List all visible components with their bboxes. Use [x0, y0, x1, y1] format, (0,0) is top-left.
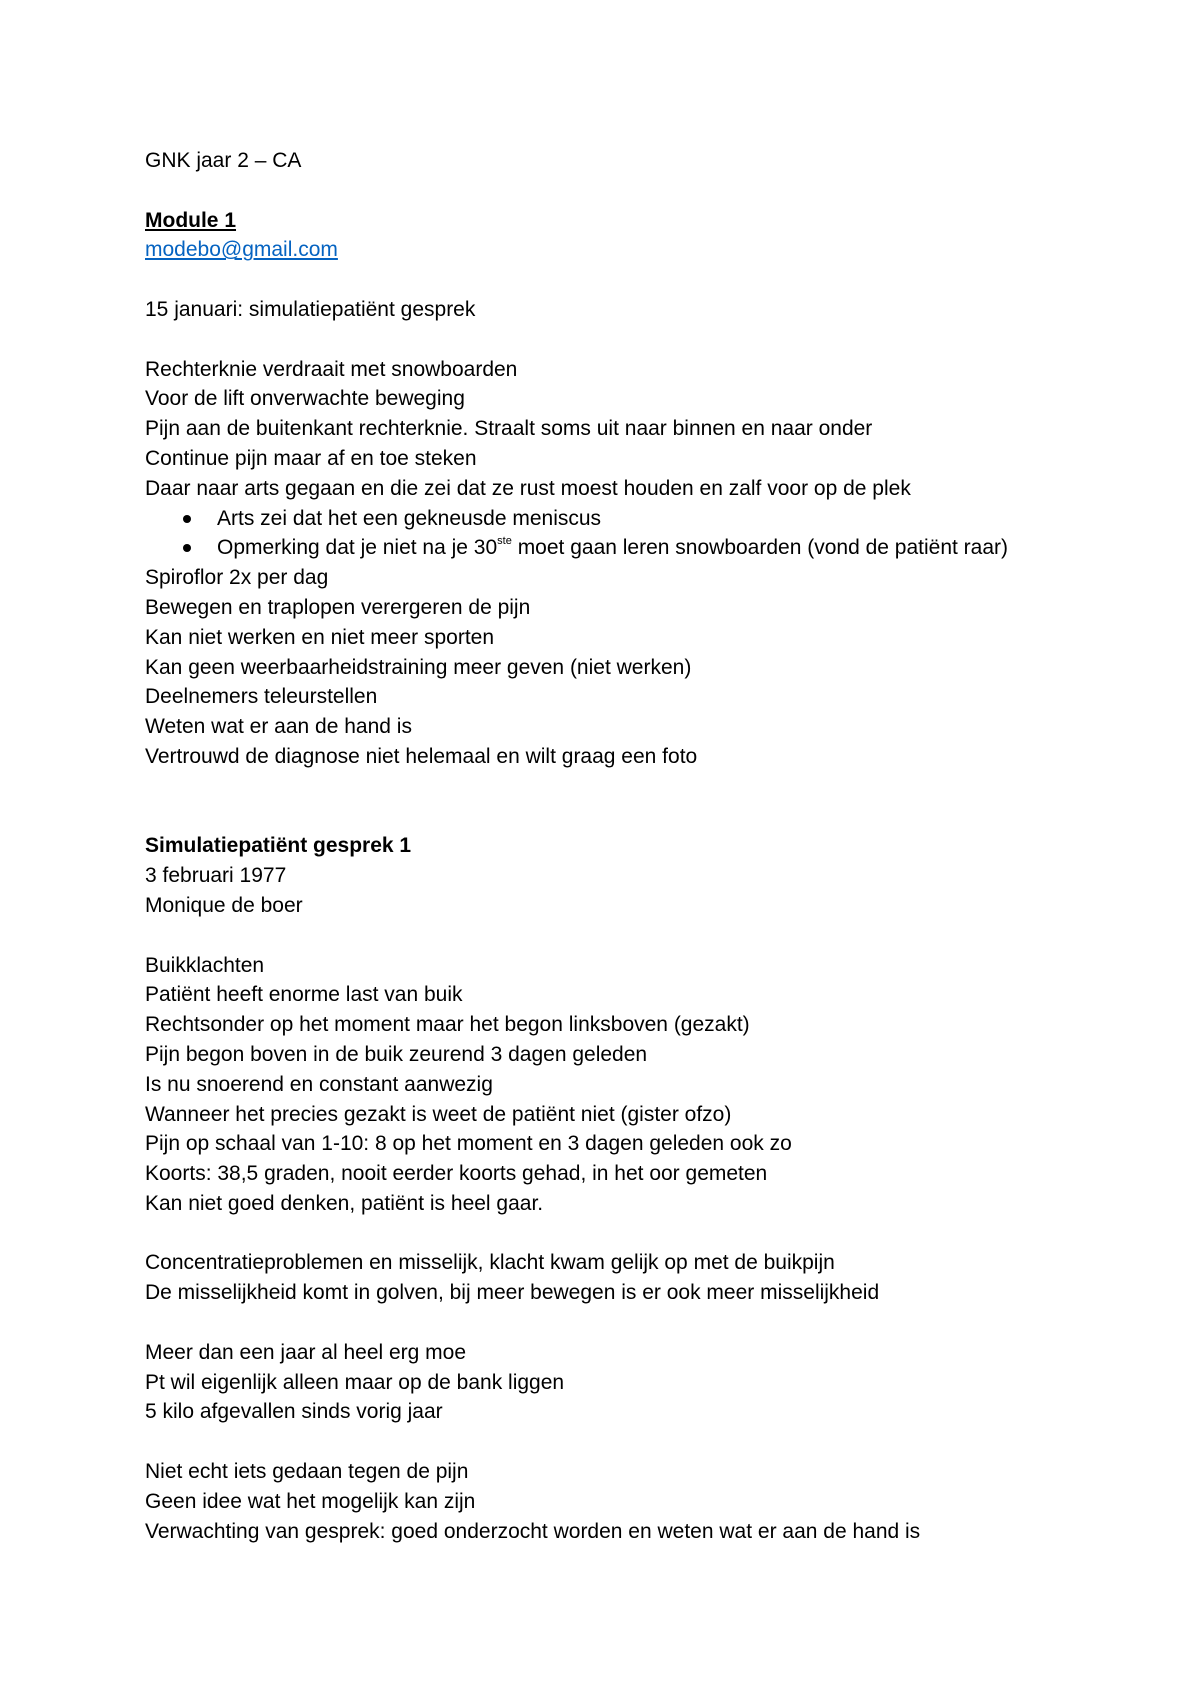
- spacer: [145, 1308, 1165, 1338]
- spacer: [145, 265, 1165, 295]
- spacer: [145, 1427, 1165, 1457]
- note-line: Spiroflor 2x per dag: [145, 566, 329, 590]
- note-line: Concentratieproblemen en misselijk, klacht kwam gelijk op met de buikpijn: [145, 1251, 835, 1275]
- note-line: Pijn op schaal van 1-10: 8 op het moment en 3 dagen geleden ook zo: [145, 1132, 792, 1156]
- bullet-dot-icon: [183, 544, 191, 552]
- module-heading: Module 1: [145, 208, 237, 232]
- bullet-item: [145, 504, 1165, 534]
- email-link[interactable]: modebo@gmail.com: [145, 238, 338, 262]
- ordinal-superscript: ste: [497, 535, 512, 548]
- spacer: [145, 921, 1165, 951]
- note-line: Pt wil eigenlijk alleen maar op de bank liggen: [145, 1370, 565, 1394]
- bullet-text: Arts zei dat het een gekneusde meniscus: [217, 506, 602, 530]
- note-line: Buikklachten: [145, 953, 265, 977]
- spacer: [145, 325, 1165, 355]
- note-line: Rechterknie verdraait met snowboarden: [145, 357, 518, 381]
- note-line: Kan geen weerbaarheidstraining meer geven (niet werken): [145, 655, 692, 679]
- note-line: Patiënt heeft enorme last van buik: [145, 983, 463, 1007]
- note-line: Pijn begon boven in de buik zeurend 3 dagen geleden: [145, 1042, 648, 1066]
- note-line: Daar naar arts gegaan en die zei dat ze rust moest houden en zalf voor op de plek: [145, 476, 911, 500]
- note-line: Koorts: 38,5 graden, nooit eerder koorts gehad, in het oor gemeten: [145, 1162, 768, 1186]
- spacer: [145, 772, 1165, 832]
- note-line: De misselijkheid komt in golven, bij meer bewegen is er ook meer misselijkheid: [145, 1281, 880, 1305]
- note-line: Continue pijn maar af en toe steken: [145, 446, 477, 470]
- document-body: [145, 146, 1165, 1546]
- note-line: Weten wat er aan de hand is: [145, 715, 412, 739]
- note-line: Kan niet werken en niet meer sporten: [145, 625, 495, 649]
- spacer: [145, 176, 1165, 206]
- section-heading: Simulatiepatiënt gesprek 1: [145, 834, 412, 858]
- note-line: Niet echt iets gedaan tegen de pijn: [145, 1460, 469, 1484]
- note-line: Voor de lift onverwachte beweging: [145, 387, 465, 411]
- note-line: 5 kilo afgevallen sinds vorig jaar: [145, 1400, 443, 1424]
- note-line: Bewegen en traplopen verergeren de pijn: [145, 595, 531, 619]
- note-line: Vertrouwd de diagnose niet helemaal en wilt graag een foto: [145, 744, 698, 768]
- patient-birthdate: 3 februari 1977: [145, 864, 287, 888]
- patient-name: Monique de boer: [145, 893, 303, 917]
- spacer: [145, 1219, 1165, 1249]
- bullet-text-pre: Opmerking dat je niet na je 30: [217, 536, 498, 560]
- note-line: Verwachting van gesprek: goed onderzocht worden en weten wat er aan de hand is: [145, 1519, 921, 1543]
- note-line: Meer dan een jaar al heel erg moe: [145, 1340, 467, 1364]
- note-line: Is nu snoerend en constant aanwezig: [145, 1072, 493, 1096]
- bullet-list: [145, 504, 1165, 564]
- bullet-item: [145, 533, 1165, 563]
- bullet-dot-icon: [183, 515, 191, 523]
- note-line: Wanneer het precies gezakt is weet de patiënt niet (gister ofzo): [145, 1102, 732, 1126]
- note-line: Kan niet goed denken, patiënt is heel gaar.: [145, 1191, 544, 1215]
- session-date-line: 15 januari: simulatiepatiënt gesprek: [145, 297, 476, 321]
- bullet-text-post: moet gaan leren snowboarden (vond de patiënt raar): [511, 536, 1009, 560]
- note-line: Rechtsonder op het moment maar het begon linksboven (gezakt): [145, 1013, 750, 1037]
- note-line: Deelnemers teleurstellen: [145, 685, 378, 709]
- document-title: GNK jaar 2 – CA: [145, 149, 302, 172]
- note-line: Geen idee wat het mogelijk kan zijn: [145, 1489, 476, 1513]
- note-line: Pijn aan de buitenkant rechterknie. Straalt soms uit naar binnen en naar onder: [145, 417, 873, 441]
